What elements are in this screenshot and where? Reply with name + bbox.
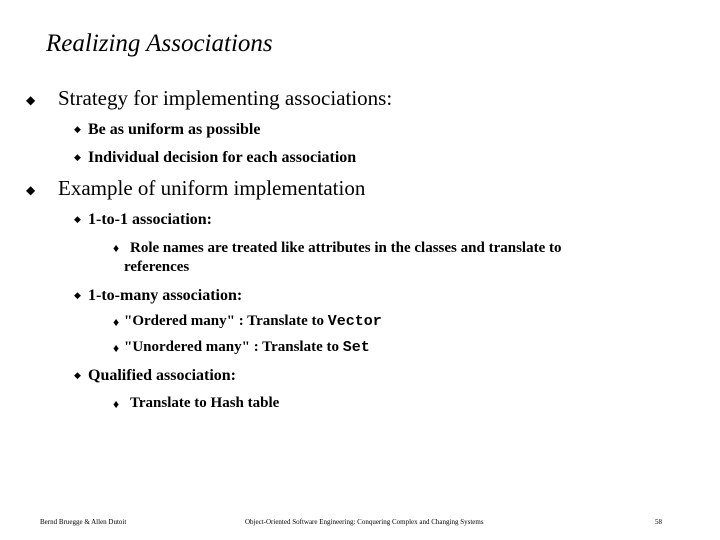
ordered-many-code: Vector xyxy=(327,313,382,330)
small-diamond-bullet-icon: ◆ xyxy=(74,290,81,300)
one-to-many-label: 1-to-many association: xyxy=(88,287,243,304)
qualified-label: Qualified association: xyxy=(88,367,237,384)
sub-point-individual: Individual decision for each association xyxy=(88,149,357,166)
ordered-many-text: "Ordered many" : Translate to xyxy=(124,313,328,329)
slide-title: Realizing Associations xyxy=(46,30,273,57)
one-to-one-detail-line2: references xyxy=(124,259,190,275)
unordered-many-text: "Unordered many" : Translate to xyxy=(124,339,343,355)
spindle-bullet-icon: ♦ xyxy=(113,241,120,255)
spindle-bullet-icon: ♦ xyxy=(113,397,120,411)
diamond-bullet-icon: ◆ xyxy=(26,93,36,107)
small-diamond-bullet-icon: ◆ xyxy=(74,152,81,162)
small-diamond-bullet-icon: ◆ xyxy=(74,124,81,134)
unordered-many-item xyxy=(124,339,370,356)
footer-page-number: 58 xyxy=(655,518,662,526)
spindle-bullet-icon: ♦ xyxy=(113,341,120,355)
footer-authors: Bernd Bruegge & Allen Dutoit xyxy=(40,518,127,526)
one-to-one-label: 1-to-1 association: xyxy=(88,211,212,228)
ordered-many-item xyxy=(124,313,382,330)
footer-book-title: Object-Oriented Software Engineering: Conquering Complex and Changing Systems xyxy=(245,518,484,526)
qualified-detail: Translate to Hash table xyxy=(130,395,280,411)
small-diamond-bullet-icon: ◆ xyxy=(74,370,81,380)
point-example: Example of uniform implementation xyxy=(58,176,366,200)
one-to-one-detail-line1: Role names are treated like attributes in the classes and translate to xyxy=(130,240,562,256)
spindle-bullet-icon: ♦ xyxy=(113,315,120,329)
unordered-many-code: Set xyxy=(342,339,370,356)
diamond-bullet-icon: ◆ xyxy=(26,183,36,197)
point-strategy: Strategy for implementing associations: xyxy=(58,86,393,110)
small-diamond-bullet-icon: ◆ xyxy=(74,214,81,224)
sub-point-uniform: Be as uniform as possible xyxy=(88,121,261,138)
